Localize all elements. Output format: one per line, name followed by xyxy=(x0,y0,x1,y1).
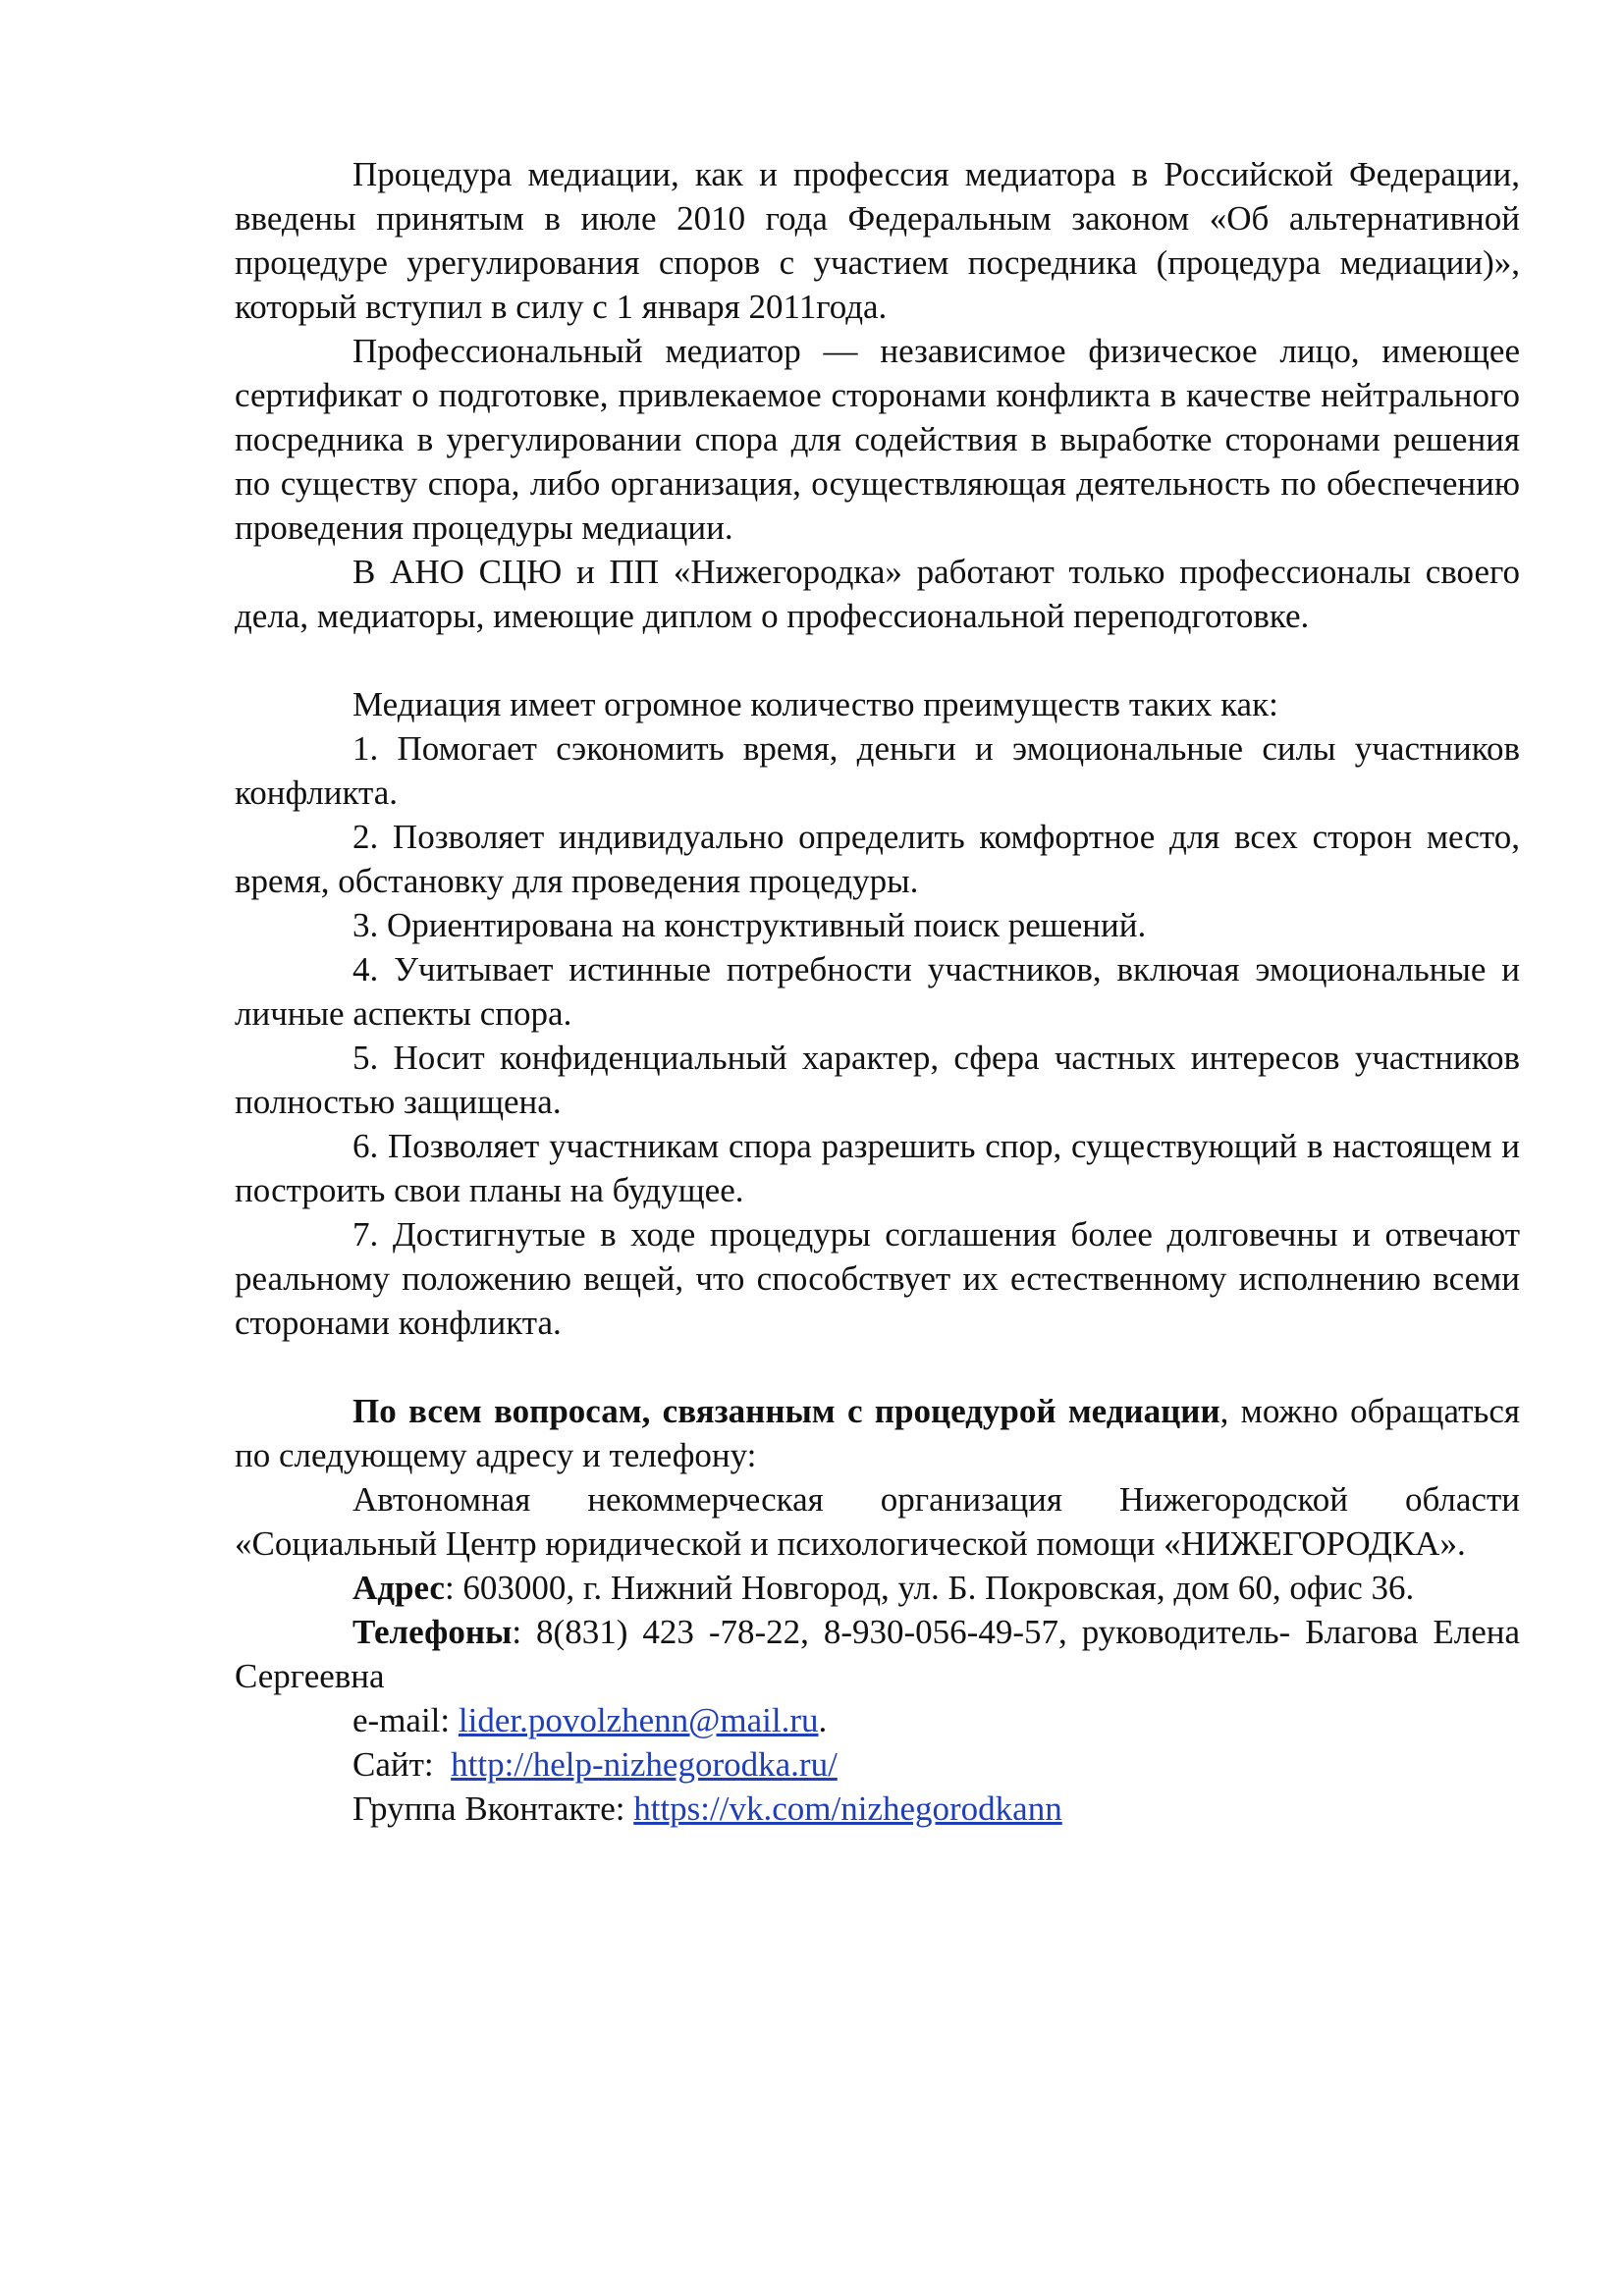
paragraph-spacer xyxy=(235,1345,1520,1389)
phones-line xyxy=(235,1610,1520,1698)
contacts-lead-rest: , можно обращаться по следующему адресу и телефону: xyxy=(235,1392,1520,1474)
email-tail: . xyxy=(818,1701,828,1739)
address-value: : 603000, г. Нижний Новгород, ул. Б. Покровская, дом 60, офис 36. xyxy=(444,1569,1415,1607)
advantage-item-2: 2. Позволяет индивидуально определить комфортное для всех сторон место, время, обстановку для проведения процедуры. xyxy=(235,818,1520,900)
organization-name: Автономная некоммерческая организация Нижегородской области «Социальный Центр юридической и психологической помощи «НИЖЕГОРОДКА». xyxy=(235,1480,1520,1563)
contacts-lead-bold: По всем вопросам, связанным с процедурой медиации xyxy=(352,1392,1220,1430)
vk-label: Группа Вконтакте: xyxy=(352,1789,634,1828)
intro-paragraph-law: Процедура медиации, как и профессия медиатора в Российской Федерации, введены принятым в июле 2010 года Федеральным законом «Об альтернативной процедуре урегулирования споров с участием посредника (процедура медиации)», который вступил в силу с 1 января 2011года. xyxy=(235,155,1520,326)
advantage-item-6: 6. Позволяет участникам спора разрешить спор, существующий в настоящем и построить свои планы на будущее. xyxy=(235,1127,1520,1209)
document-page xyxy=(235,152,1520,1831)
address-line xyxy=(235,1566,1520,1610)
paragraph-spacer xyxy=(235,638,1520,682)
address-label: Адрес xyxy=(352,1569,445,1607)
advantage-item-1: 1. Помогает сэкономить время, деньги и эмоциональные силы участников конфликта. xyxy=(235,729,1520,812)
vk-line xyxy=(235,1787,1520,1831)
advantage-item-3: 3. Ориентирована на конструктивный поиск решений. xyxy=(352,906,1147,944)
phones-label: Телефоны xyxy=(352,1613,513,1651)
advantage-item-4: 4. Учитывает истинные потребности участников, включая эмоциональные и личные аспекты спора. xyxy=(235,950,1520,1033)
site-label: Сайт: xyxy=(352,1745,452,1784)
contacts-lead xyxy=(235,1389,1520,1477)
intro-paragraph-mediator-definition: Профессиональный медиатор — независимое физическое лицо, имеющее сертификат о подготовке, привлекаемое сторонами конфликта в качестве нейтрального посредника в урегулировании спора для содействия в выработке сторонами решения по существу спора, либо организация, осуществляющая деятельность по обеспечению проведения процедуры медиации. xyxy=(235,332,1520,547)
advantages-heading: Медиация имеет огромное количество преимуществ таких как: xyxy=(352,685,1278,723)
email-line xyxy=(235,1698,1520,1742)
phones-value: : 8(831) 423 -78-22, 8-930-056-49-57, руководитель- Благова Елена Сергеевна xyxy=(235,1613,1520,1695)
advantage-item-5: 5. Носит конфиденциальный характер, сфера частных интересов участников полностью защищена. xyxy=(235,1039,1520,1121)
email-link[interactable]: lider.povolzhenn@mail.ru xyxy=(458,1701,819,1739)
advantage-item-7: 7. Достигнутые в ходе процедуры соглашения более долговечны и отвечают реальному положению вещей, что способствует их естественному исполнению всеми сторонами конфликта. xyxy=(235,1215,1520,1342)
email-label: e-mail: xyxy=(352,1701,459,1739)
site-link[interactable]: http://help-nizhegorodka.ru/ xyxy=(451,1745,838,1784)
intro-paragraph-organization: В АНО СЦЮ и ПП «Нижегородка» работают только профессионалы своего дела, медиаторы, имеющие диплом о профессиональной переподготовке. xyxy=(235,553,1520,635)
vk-link[interactable]: https://vk.com/nizhegorodkann xyxy=(633,1789,1062,1828)
site-line xyxy=(235,1742,1520,1787)
